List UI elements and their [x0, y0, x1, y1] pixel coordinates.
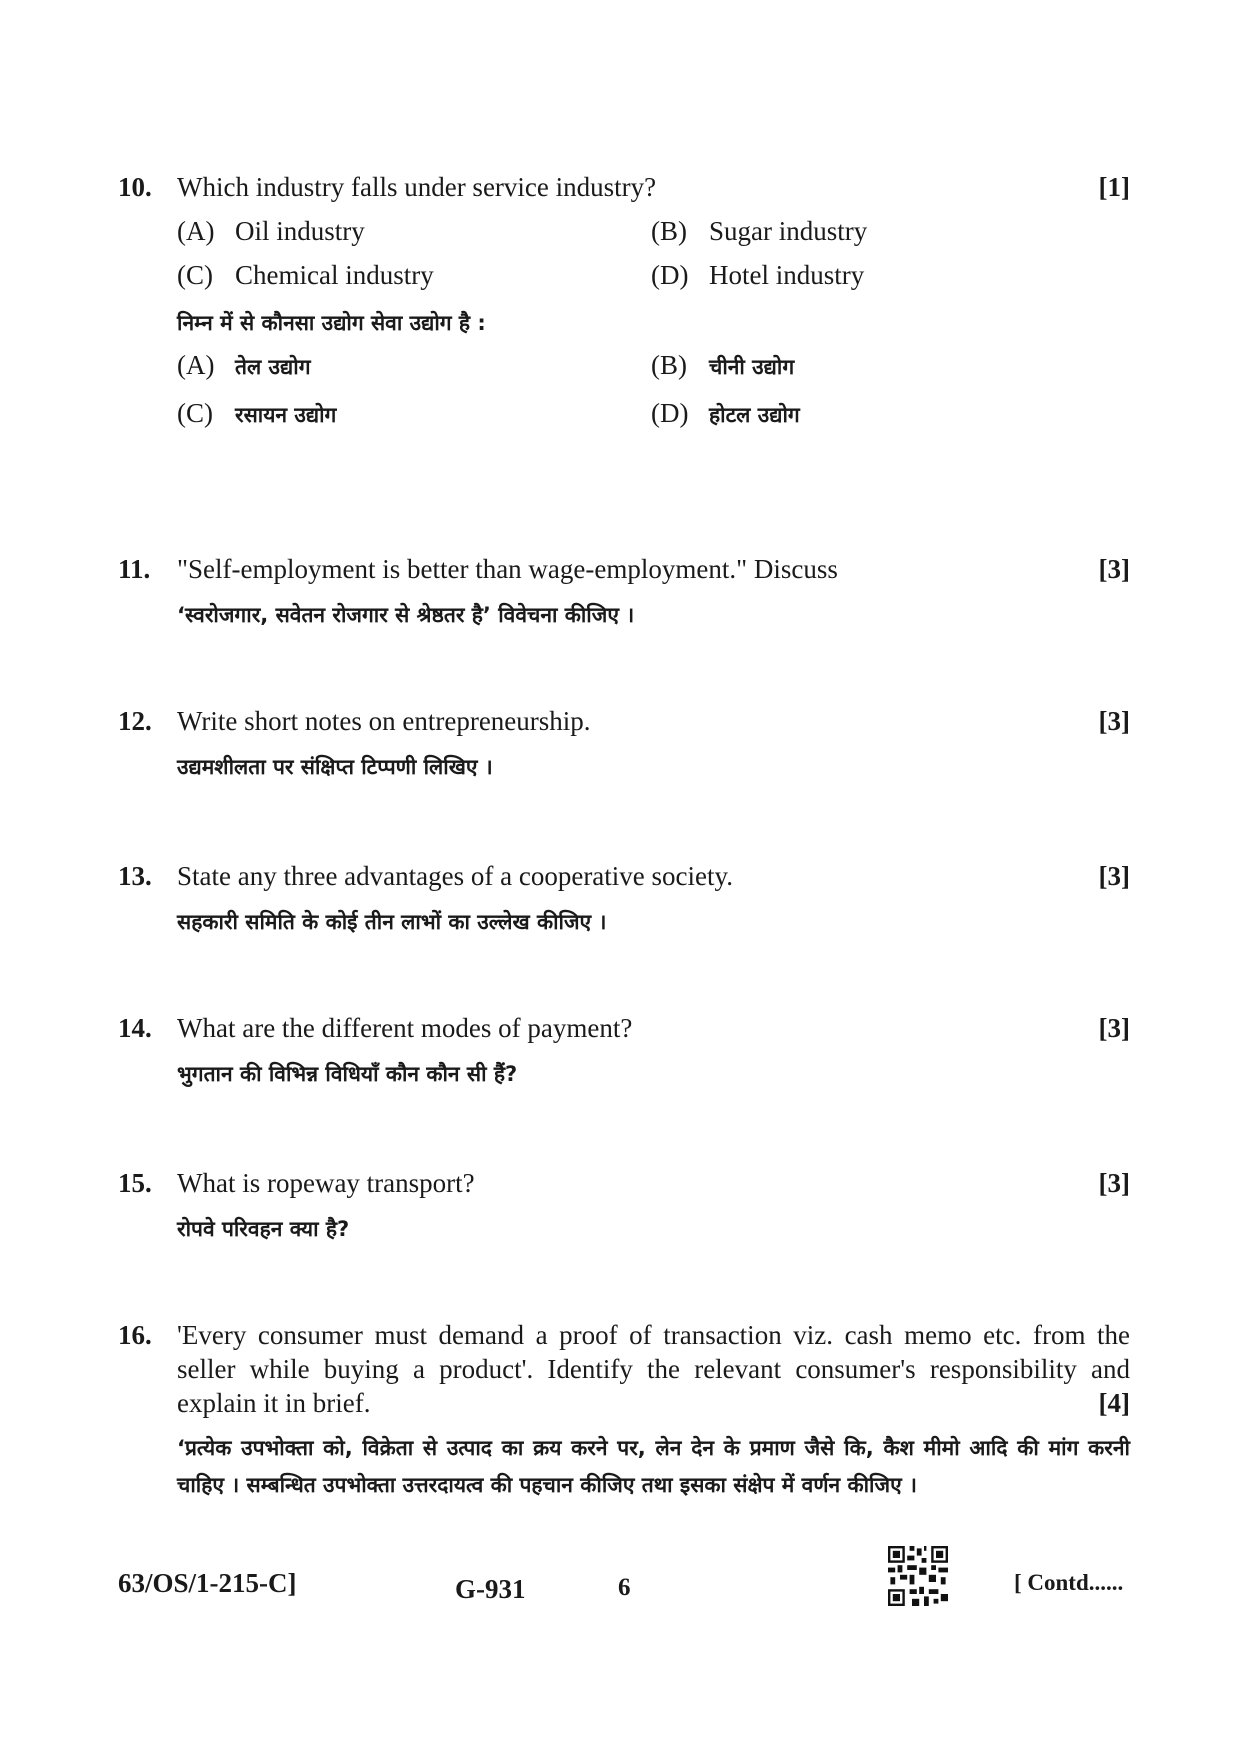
question-number: 11.	[118, 554, 151, 584]
question-text-hindi: रोपवे परिवहन क्या है?	[177, 1217, 350, 1241]
question-10	[118, 170, 1130, 444]
question-number: 13.	[118, 861, 152, 891]
question-text-hindi: ‘स्वरोजगार, सवेतन रोजगार से श्रेष्ठतर है’ विवेचना कीजिए ।	[177, 603, 635, 627]
question-number: 10.	[118, 172, 152, 202]
question-text: State any three advantages of a cooperative society.	[177, 861, 734, 891]
option-c: (C) Chemical industry	[177, 260, 434, 290]
question-number: 15.	[118, 1168, 152, 1198]
options-hindi	[177, 348, 1130, 444]
qr-code-icon	[888, 1546, 948, 1606]
marks: [3]	[1098, 861, 1130, 891]
marks: [1]	[1098, 172, 1130, 202]
question-text-hindi: उद्यमशीलता पर संक्षिप्त टिप्पणी लिखिए ।	[177, 755, 493, 779]
question-12	[118, 704, 1130, 782]
option-d: (D) Hotel industry	[651, 260, 865, 290]
question-text: What is ropeway transport?	[177, 1168, 475, 1198]
question-text-hindi: निम्न में से कौनसा उद्योग सेवा उद्योग है :	[177, 311, 486, 335]
paper-code: 63/OS/1-215-C]	[118, 1568, 297, 1598]
option-b: (B) Sugar industry	[651, 216, 868, 246]
option-a-hindi: (A) तेल उद्योग	[177, 350, 311, 380]
marks: [3]	[1098, 706, 1130, 736]
option-b-hindi: (B) चीनी उद्योग	[651, 350, 795, 380]
question-11	[118, 552, 1130, 630]
option-a: (A) Oil industry	[177, 216, 365, 246]
page-footer	[0, 1568, 1240, 1628]
question-15	[118, 1166, 1130, 1244]
marks: [3]	[1098, 1013, 1130, 1043]
page-number: 6	[618, 1574, 631, 1601]
question-14	[118, 1011, 1130, 1089]
marks: [3]	[1098, 554, 1130, 584]
options-english	[177, 214, 1130, 302]
question-text: 'Every consumer must demand a proof of transaction viz. cash memo etc. from the seller while buying a product'. Identify the relevant consumer's responsibility and explain it in brief.	[177, 1320, 1130, 1418]
question-text: "Self-employment is better than wage-employment." Discuss	[177, 554, 838, 584]
question-13	[118, 859, 1130, 937]
option-c-hindi: (C) रसायन उद्योग	[177, 398, 337, 428]
question-text: Which industry falls under service industry?	[177, 172, 657, 202]
question-text: Write short notes on entrepreneurship.	[177, 706, 591, 736]
question-text-hindi: भुगतान की विभिन्न विधियाँ कौन कौन सी हैं?	[177, 1062, 518, 1086]
question-text-hindi: ‘प्रत्येक उपभोक्ता को, विक्रेता से उत्पाद का क्रय करने पर, लेन देन के प्रमाण जैसे कि, कैश मीमो आदि की मांग करनी चाहिए । सम्बन्धित उपभोक्ता उत्तरदायत्व की पहचान कीजिए तथा इसका संक्षेप में वर्णन कीजिए ।	[177, 1436, 1130, 1497]
question-text-hindi: सहकारी समिति के कोई तीन लाभों का उल्लेख कीजिए ।	[177, 910, 607, 934]
question-text: What are the different modes of payment?	[177, 1013, 633, 1043]
marks: [4]	[1098, 1388, 1130, 1418]
question-number: 14.	[118, 1013, 152, 1043]
marks: [3]	[1098, 1168, 1130, 1198]
continued-label: [ Contd......	[1014, 1570, 1124, 1595]
question-16	[118, 1318, 1130, 1504]
question-number: 12.	[118, 706, 152, 736]
series-code: G-931	[455, 1574, 526, 1604]
question-number: 16.	[118, 1320, 152, 1350]
option-d-hindi: (D) होटल उद्योग	[651, 398, 800, 428]
